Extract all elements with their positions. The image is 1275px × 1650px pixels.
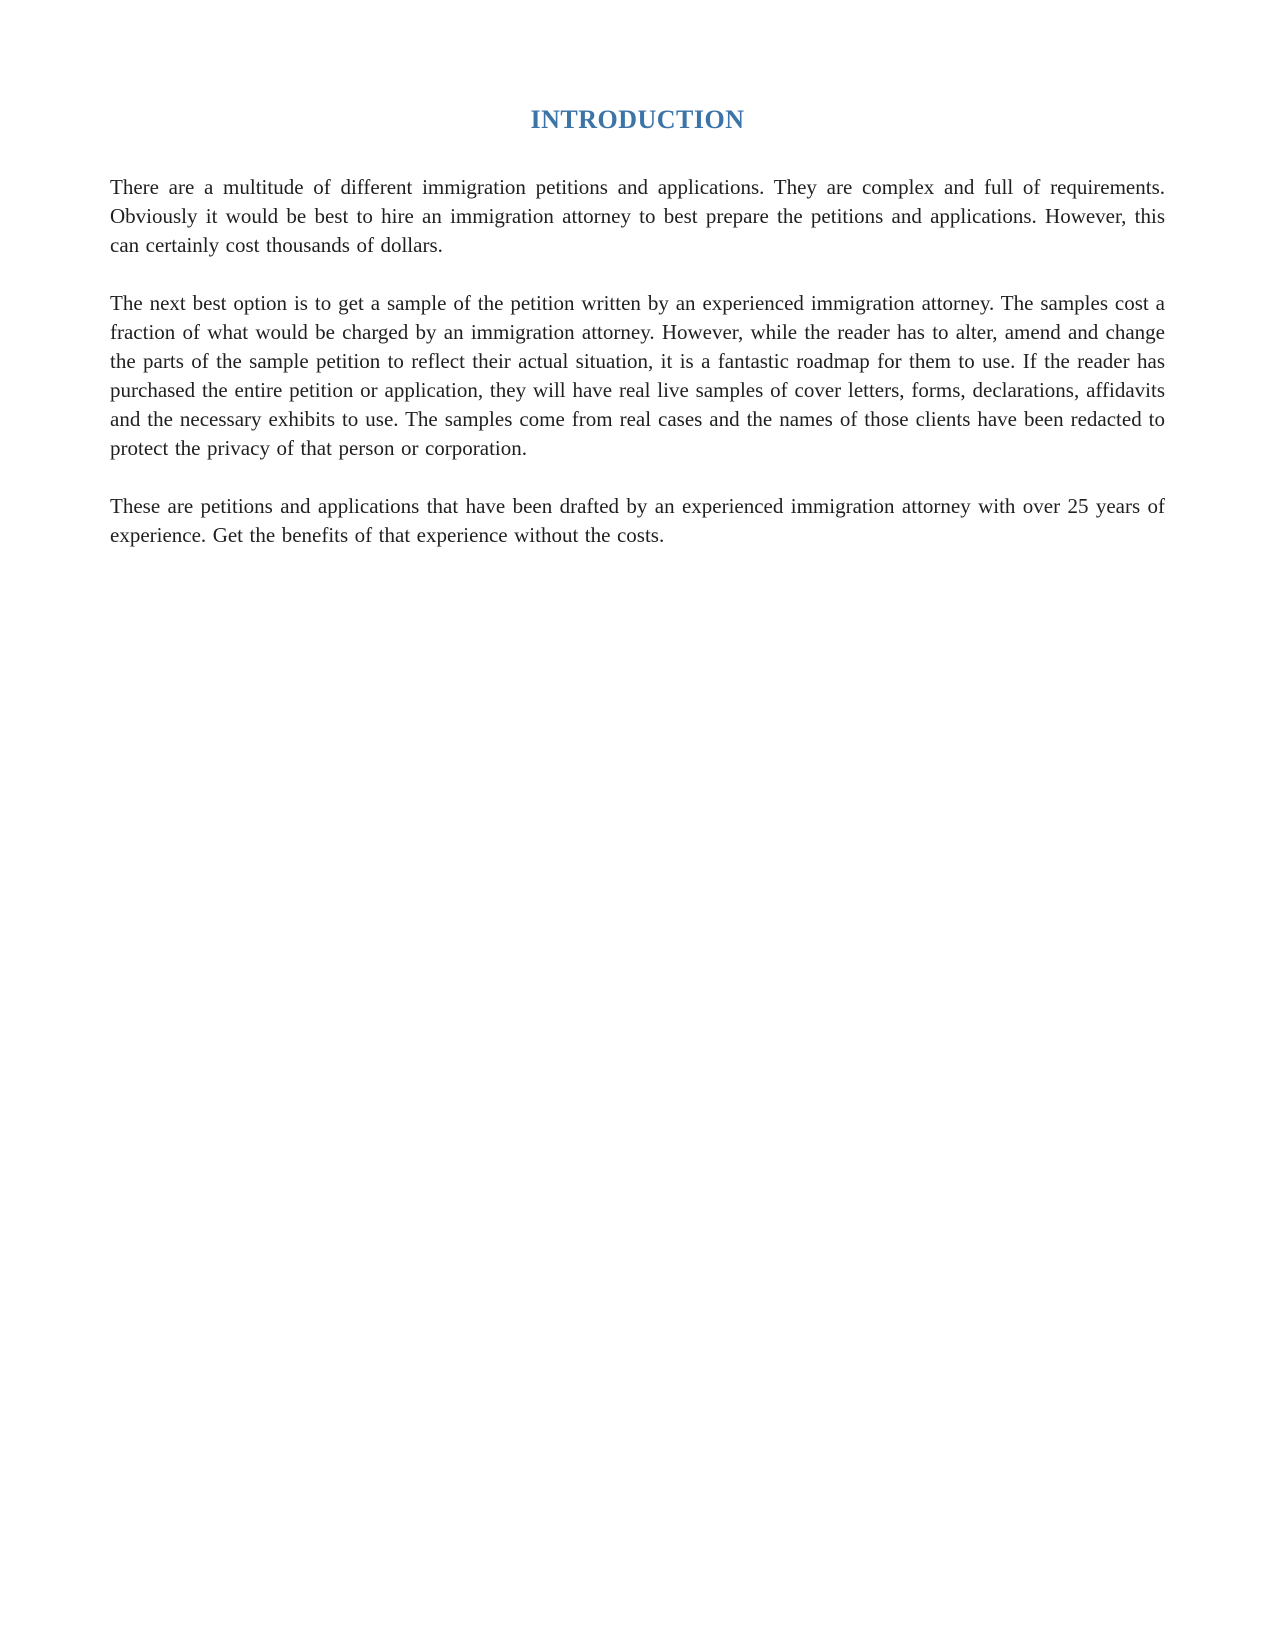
- paragraph-2: The next best option is to get a sample of the petition written by an experienced immigration attorney. The samples cost a fraction of what would be charged by an immigration attorney. However, while the reader has to alter, amend and change the parts of the sample petition to reflect their actual situation, it is a fantastic roadmap for them to use. If the reader has purchased the entire petition or application, they will have real live samples of cover letters, forms, declarations, affidavits and the necessary exhibits to use. The samples come from real cases and the names of those clients have been redacted to protect the privacy of that person or corporation.: [110, 291, 1165, 460]
- paragraph-3: These are petitions and applications that have been drafted by an experienced immigration attorney with over 25 years of experience. Get the benefits of that experience without the costs.: [110, 494, 1165, 547]
- paragraph-1: There are a multitude of different immigration petitions and applications. They are complex and full of requirements. Obviously it would be best to hire an immigration attorney to best prepare the petitions and applications. However, this can certainly cost thousands of dollars.: [110, 175, 1165, 257]
- page-title: INTRODUCTION: [530, 105, 745, 134]
